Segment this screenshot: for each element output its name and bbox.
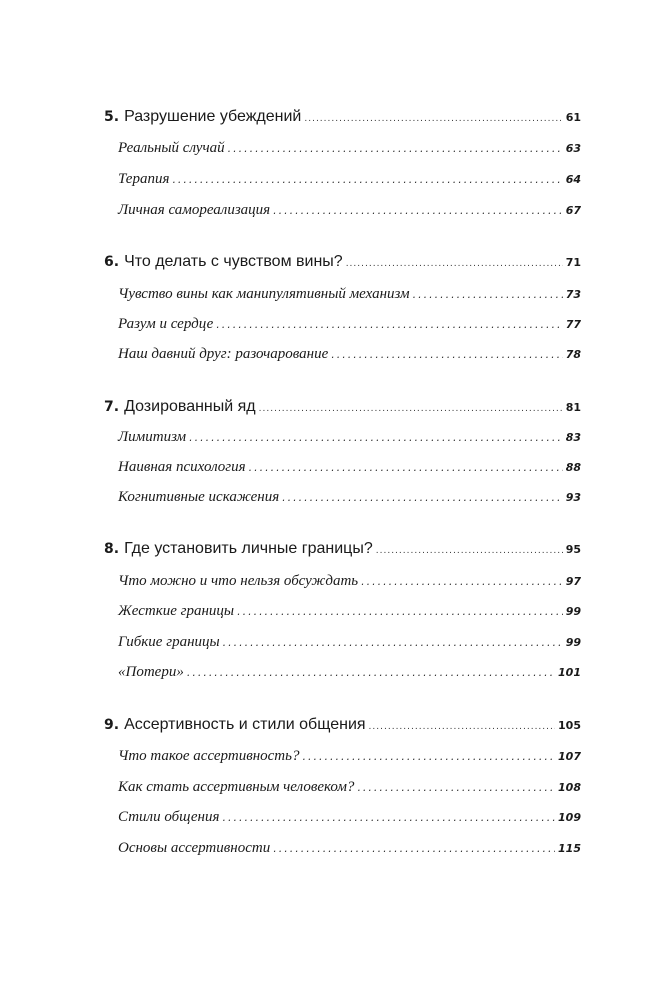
- dot-leader: [302, 746, 555, 768]
- page-number: 83: [565, 431, 581, 444]
- section-title: Лимитизм: [118, 429, 187, 445]
- dot-leader: [237, 601, 563, 623]
- table-of-contents: [104, 0, 581, 1000]
- page-number: 88: [565, 461, 581, 474]
- chapter-title: Разрушение убеждений: [124, 108, 302, 125]
- toc-section[interactable]: [104, 313, 581, 335]
- dot-leader: [376, 540, 563, 562]
- toc-section[interactable]: [104, 199, 581, 221]
- dot-leader: [172, 169, 562, 191]
- section-title: Терапия: [118, 171, 170, 187]
- page-number: 107: [558, 750, 581, 763]
- toc-section[interactable]: [104, 600, 581, 622]
- toc-section[interactable]: [104, 456, 581, 478]
- toc-section[interactable]: [104, 426, 581, 448]
- page-number: 93: [565, 491, 581, 504]
- dot-leader: [331, 344, 562, 366]
- toc-chapter-6[interactable]: [104, 251, 581, 273]
- chapter-number: 9.: [104, 717, 120, 733]
- toc-section[interactable]: [104, 283, 581, 305]
- chapter-number: 8.: [104, 541, 120, 557]
- section-title: Чувство вины как манипулятивный механизм: [118, 286, 410, 302]
- dot-leader: [413, 284, 563, 306]
- chapter-number: 5.: [104, 109, 120, 125]
- page-number: 115: [558, 842, 581, 855]
- toc-section[interactable]: [104, 486, 581, 508]
- toc-chapter-8[interactable]: [104, 538, 581, 560]
- dot-leader: [222, 807, 555, 829]
- dot-leader: [273, 200, 563, 222]
- page-number: 78: [565, 348, 581, 361]
- dot-leader: [361, 571, 563, 593]
- section-title: Основы ассертивности: [118, 840, 271, 856]
- page-number: 99: [565, 636, 581, 649]
- toc-section[interactable]: [104, 168, 581, 190]
- page-number: 97: [565, 575, 581, 588]
- section-title: Разум и сердце: [118, 316, 214, 332]
- dot-leader: [249, 457, 563, 479]
- page-number: 81: [565, 401, 581, 414]
- toc-section[interactable]: [104, 570, 581, 592]
- section-title: Стили общения: [118, 809, 220, 825]
- page-number: 109: [558, 811, 581, 824]
- page-number: 64: [565, 173, 581, 186]
- toc-section[interactable]: [104, 776, 581, 798]
- section-title: Что такое ассертивность?: [118, 748, 300, 764]
- toc-section[interactable]: [104, 631, 581, 653]
- dot-leader: [228, 138, 563, 160]
- page-number: 73: [565, 288, 581, 301]
- section-title: Жесткие границы: [118, 603, 235, 619]
- chapter-number: 7.: [104, 399, 120, 415]
- page-number: 63: [565, 142, 581, 155]
- toc-chapter-5[interactable]: [104, 106, 581, 128]
- dot-leader: [259, 398, 563, 420]
- dot-leader: [304, 108, 562, 130]
- page-number: 95: [565, 543, 581, 556]
- chapter-title: Ассертивность и стили общения: [124, 716, 366, 733]
- chapter-number: 6.: [104, 254, 120, 270]
- section-title: Наивная психология: [118, 459, 246, 475]
- section-title: Наш давний друг: разочарование: [118, 346, 329, 362]
- page-number: 99: [565, 605, 581, 618]
- page-number: 105: [558, 719, 581, 732]
- toc-section[interactable]: [104, 745, 581, 767]
- chapter-title: Где установить личные границы?: [124, 540, 373, 557]
- dot-leader: [346, 253, 563, 275]
- chapter-title: Дозированный яд: [124, 398, 256, 415]
- toc-section[interactable]: [104, 343, 581, 365]
- section-title: Когнитивные искажения: [118, 489, 280, 505]
- dot-leader: [273, 838, 555, 860]
- toc-section[interactable]: [104, 137, 581, 159]
- toc-section[interactable]: [104, 837, 581, 859]
- dot-leader: [282, 487, 563, 509]
- dot-leader: [369, 716, 555, 738]
- dot-leader: [357, 777, 555, 799]
- dot-leader: [189, 427, 563, 449]
- dot-leader: [187, 662, 555, 684]
- section-title: Гибкие границы: [118, 634, 220, 650]
- section-title: «Потери»: [118, 664, 184, 680]
- toc-section[interactable]: [104, 806, 581, 828]
- section-title: Что можно и что нельзя обсуждать: [118, 573, 359, 589]
- page-number: 101: [558, 666, 581, 679]
- page-number: 61: [565, 111, 581, 124]
- chapter-title: Что делать с чувством вины?: [124, 253, 343, 270]
- toc-chapter-7[interactable]: [104, 396, 581, 418]
- page-number: 67: [565, 204, 581, 217]
- toc-section[interactable]: [104, 661, 581, 683]
- section-title: Как стать ассертивным человеком?: [118, 779, 355, 795]
- section-title: Личная самореализация: [118, 202, 271, 218]
- dot-leader: [216, 314, 562, 336]
- page-number: 71: [565, 256, 581, 269]
- page-number: 108: [558, 781, 581, 794]
- dot-leader: [223, 632, 563, 654]
- toc-chapter-9[interactable]: [104, 714, 581, 736]
- section-title: Реальный случай: [118, 140, 225, 156]
- page-number: 77: [565, 318, 581, 331]
